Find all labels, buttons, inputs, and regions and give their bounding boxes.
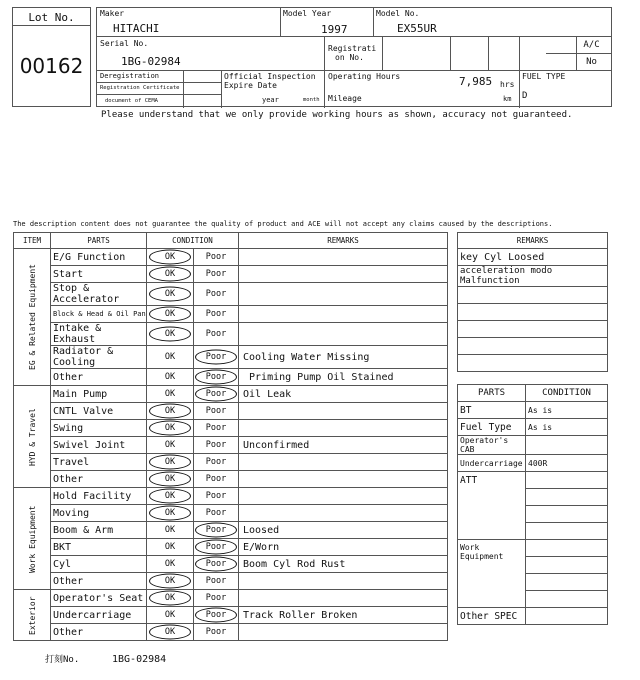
maker-label: Maker xyxy=(100,9,125,18)
table-row xyxy=(14,283,448,306)
spec-condition: As is xyxy=(526,402,608,419)
model-year-label: Model Year xyxy=(283,9,332,18)
remark: Unconfirmed xyxy=(239,437,448,454)
remark: Cooling Water Missing xyxy=(239,346,448,369)
part-name: Block & Head & Oil Pan xyxy=(51,306,147,323)
spec-part: Operator's CAB xyxy=(458,436,526,455)
condition-ok[interactable]: OK xyxy=(147,323,194,346)
condition-poor[interactable]: Poor xyxy=(194,323,239,346)
stamp-value: 1BG-02984 xyxy=(112,654,167,665)
item-group-label: EG & Related Equipment xyxy=(14,249,51,386)
condition-poor[interactable]: Poor xyxy=(194,386,239,403)
operating-hours-label: Operating Hours xyxy=(328,72,401,81)
condition-ok[interactable]: OK xyxy=(147,346,194,369)
spec-condition: 400R xyxy=(526,455,608,472)
hours-note: Please understand that we only provide working hours as shown, accuracy not guaranteed. xyxy=(101,110,573,120)
side-remark-row xyxy=(458,321,608,338)
condition-ok[interactable]: OK xyxy=(147,488,194,505)
table-row xyxy=(14,573,448,590)
condition-poor[interactable]: Poor xyxy=(194,420,239,437)
table-row xyxy=(14,266,448,283)
part-name: Swing xyxy=(51,420,147,437)
part-name: E/G Function xyxy=(51,249,147,266)
table-row xyxy=(14,556,448,573)
condition-poor[interactable]: Poor xyxy=(194,346,239,369)
spec-condition-header: CONDITION xyxy=(526,385,608,402)
vehicle-header xyxy=(96,7,612,107)
table-row xyxy=(14,346,448,369)
table-row xyxy=(14,590,448,607)
remark xyxy=(239,266,448,283)
condition-ok[interactable]: OK xyxy=(147,573,194,590)
remark xyxy=(239,403,448,420)
spec-row xyxy=(458,455,608,472)
part-name: Other xyxy=(51,471,147,488)
spec-part: BT xyxy=(458,402,526,419)
other-spec-value xyxy=(526,608,608,625)
table-row xyxy=(14,386,448,403)
condition-table xyxy=(13,232,448,641)
inspection-label-2: Expire Date xyxy=(224,81,277,90)
part-name: Operator's Seat xyxy=(51,590,147,607)
part-name: Other xyxy=(51,624,147,641)
registration-certificate-label: Registration Certificate xyxy=(100,85,180,91)
remark xyxy=(239,505,448,522)
table-row xyxy=(14,249,448,266)
condition-poor[interactable]: Poor xyxy=(194,590,239,607)
work-equipment-value xyxy=(526,557,608,574)
month-label: month xyxy=(303,97,320,103)
condition-ok[interactable]: OK xyxy=(147,420,194,437)
inspection-label: Official Inspection xyxy=(224,72,316,81)
registration-label: Registrati xyxy=(328,44,377,53)
condition-poor[interactable]: Poor xyxy=(194,505,239,522)
part-name: Intake & Exhaust xyxy=(51,323,147,346)
condition-ok[interactable]: OK xyxy=(147,590,194,607)
part-name: Boom & Arm xyxy=(51,522,147,539)
disclaimer: The description content does not guarantee the quality of product and ACE will not accept any claims caused by the descriptions. xyxy=(13,220,553,228)
table-row xyxy=(14,522,448,539)
remark: Track Roller Broken xyxy=(239,607,448,624)
spec-row xyxy=(458,402,608,419)
model-no-label: Model No. xyxy=(376,9,420,18)
condition-ok[interactable]: OK xyxy=(147,505,194,522)
condition-poor[interactable]: Poor xyxy=(194,266,239,283)
condition-ok[interactable]: OK xyxy=(147,369,194,386)
part-name: Start xyxy=(51,266,147,283)
condition-poor[interactable]: Poor xyxy=(194,539,239,556)
att-value xyxy=(526,506,608,523)
part-name: Cyl xyxy=(51,556,147,573)
condition-poor[interactable]: Poor xyxy=(194,369,239,386)
other-spec-row xyxy=(458,608,608,625)
table-row xyxy=(14,437,448,454)
part-name: BKT xyxy=(51,539,147,556)
ac-label: A/C xyxy=(583,40,600,50)
part-name: Stop & Accelerator xyxy=(51,283,147,306)
remark xyxy=(239,283,448,306)
part-name: Travel xyxy=(51,454,147,471)
condition-poor[interactable]: Poor xyxy=(194,403,239,420)
fuel-type-label: FUEL TYPE xyxy=(522,72,566,81)
remark: Loosed xyxy=(239,522,448,539)
spec-part: Fuel Type xyxy=(458,419,526,436)
table-row xyxy=(14,607,448,624)
spec-condition xyxy=(526,436,608,455)
remark xyxy=(239,471,448,488)
table-row xyxy=(14,306,448,323)
table-row xyxy=(14,488,448,505)
side-remark xyxy=(458,287,608,304)
condition-ok[interactable]: OK xyxy=(147,522,194,539)
table-row xyxy=(14,369,448,386)
att-row xyxy=(458,472,608,489)
condition-ok[interactable]: OK xyxy=(147,306,194,323)
remark: E/Worn xyxy=(239,539,448,556)
table-row xyxy=(14,454,448,471)
condition-poor[interactable]: Poor xyxy=(194,249,239,266)
model-no-value: EX55UR xyxy=(397,22,437,35)
part-name: Undercarriage xyxy=(51,607,147,624)
item-group-label: HYD & Travel xyxy=(14,386,51,488)
table-row xyxy=(14,471,448,488)
other-spec-label: Other SPEC xyxy=(458,608,526,625)
year-label: year xyxy=(262,96,279,104)
table-row xyxy=(14,323,448,346)
work-equipment-label: Work Equipment xyxy=(458,540,526,608)
side-remark xyxy=(458,321,608,338)
condition-poor[interactable]: Poor xyxy=(194,454,239,471)
condition-ok[interactable]: OK xyxy=(147,386,194,403)
att-value xyxy=(526,472,608,489)
condition-poor[interactable]: Poor xyxy=(194,624,239,641)
part-name: Swivel Joint xyxy=(51,437,147,454)
side-remark-row xyxy=(458,338,608,355)
remark xyxy=(239,323,448,346)
work-equipment-row xyxy=(458,540,608,557)
table-row xyxy=(14,539,448,556)
side-remark-row xyxy=(458,355,608,372)
item-group-label: Exterior xyxy=(14,590,51,641)
remark xyxy=(239,420,448,437)
condition-poor[interactable]: Poor xyxy=(194,607,239,624)
remark xyxy=(239,624,448,641)
side-remark-row xyxy=(458,287,608,304)
spec-condition: As is xyxy=(526,419,608,436)
part-name: Other xyxy=(51,573,147,590)
condition-poor[interactable]: Poor xyxy=(194,522,239,539)
condition-poor[interactable]: Poor xyxy=(194,437,239,454)
remark xyxy=(239,573,448,590)
remark: Oil Leak xyxy=(239,386,448,403)
side-remarks-table xyxy=(457,232,608,372)
side-remark: acceleration modo Malfunction xyxy=(458,266,608,287)
condition-ok[interactable]: OK xyxy=(147,437,194,454)
condition-ok[interactable]: OK xyxy=(147,266,194,283)
att-value xyxy=(526,489,608,506)
serial-value: 1BG-02984 xyxy=(121,55,181,68)
item-header: ITEM xyxy=(14,233,51,249)
part-name: CNTL Valve xyxy=(51,403,147,420)
serial-label: Serial No. xyxy=(100,39,149,48)
remark xyxy=(239,306,448,323)
part-name: Hold Facility xyxy=(51,488,147,505)
spec-table xyxy=(457,384,608,625)
hrs-unit: hrs xyxy=(500,80,515,89)
table-row xyxy=(14,403,448,420)
side-remark: key Cyl Loosed xyxy=(458,249,608,266)
condition-ok[interactable]: OK xyxy=(147,471,194,488)
condition-poor[interactable]: Poor xyxy=(194,471,239,488)
condition-ok[interactable]: OK xyxy=(147,607,194,624)
spec-part: Undercarriage xyxy=(458,455,526,472)
condition-poor[interactable]: Poor xyxy=(194,556,239,573)
lot-number: 00162 xyxy=(19,54,84,78)
item-group-label: Work Equipment xyxy=(14,488,51,590)
side-remark xyxy=(458,304,608,321)
maker-value: HITACHI xyxy=(113,22,160,35)
spec-row xyxy=(458,419,608,436)
document-cema-label: document of CEMA xyxy=(105,98,158,104)
condition-poor[interactable]: Poor xyxy=(194,488,239,505)
table-row xyxy=(14,420,448,437)
remarks-header: REMARKS xyxy=(239,233,448,249)
condition-ok[interactable]: OK xyxy=(147,283,194,306)
side-remark xyxy=(458,355,608,372)
remark: Priming Pump Oil Stained xyxy=(239,369,448,386)
deregistration-label: Deregistration xyxy=(100,72,160,80)
stamp-label: 打刻No. xyxy=(45,655,80,665)
condition-ok[interactable]: OK xyxy=(147,454,194,471)
remark xyxy=(239,249,448,266)
ac-value: No xyxy=(586,57,597,67)
mileage-label: Mileage xyxy=(328,94,362,103)
registration-label-2: on No. xyxy=(335,53,364,62)
part-name: Main Pump xyxy=(51,386,147,403)
condition-ok[interactable]: OK xyxy=(147,624,194,641)
condition-poor[interactable]: Poor xyxy=(194,306,239,323)
lot-box xyxy=(12,7,91,107)
lot-label: Lot No. xyxy=(13,8,90,26)
spec-parts-header: PARTS xyxy=(458,385,526,402)
spec-row xyxy=(458,436,608,455)
condition-poor[interactable]: Poor xyxy=(194,573,239,590)
side-remark-row xyxy=(458,304,608,321)
side-remark-row xyxy=(458,266,608,287)
table-row xyxy=(14,505,448,522)
work-equipment-value xyxy=(526,540,608,557)
part-name: Radiator & Cooling xyxy=(51,346,147,369)
condition-ok[interactable]: OK xyxy=(147,539,194,556)
work-equipment-value xyxy=(526,591,608,608)
remark xyxy=(239,488,448,505)
condition-ok[interactable]: OK xyxy=(147,556,194,573)
condition-header: CONDITION xyxy=(147,233,239,249)
condition-ok[interactable]: OK xyxy=(147,249,194,266)
table-row xyxy=(14,624,448,641)
km-unit: km xyxy=(503,95,512,103)
att-value xyxy=(526,523,608,540)
model-year-value: 1997 xyxy=(321,23,348,36)
remark: Boom Cyl Rod Rust xyxy=(239,556,448,573)
work-equipment-value xyxy=(526,574,608,591)
side-remarks-header: REMARKS xyxy=(458,233,608,249)
condition-ok[interactable]: OK xyxy=(147,403,194,420)
side-remark-row xyxy=(458,249,608,266)
remark xyxy=(239,590,448,607)
part-name: Other xyxy=(51,369,147,386)
operating-hours-value: 7,985 xyxy=(459,75,493,88)
remark xyxy=(239,454,448,471)
side-remark xyxy=(458,338,608,355)
att-label: ATT xyxy=(458,472,526,540)
parts-header: PARTS xyxy=(51,233,147,249)
part-name: Moving xyxy=(51,505,147,522)
condition-poor[interactable]: Poor xyxy=(194,283,239,306)
fuel-type-value: D xyxy=(522,91,528,101)
